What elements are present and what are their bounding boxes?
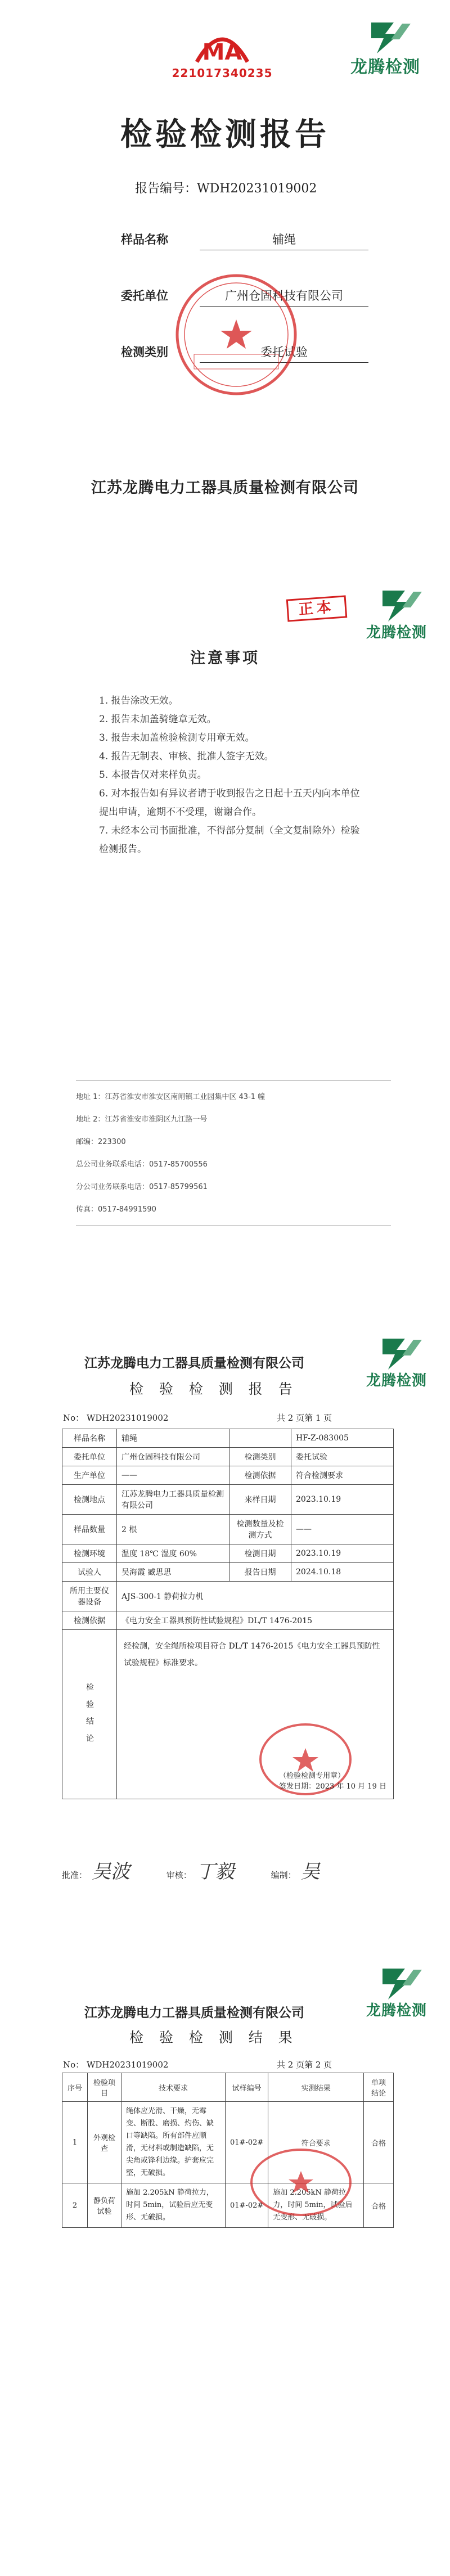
cell-value: 委托试验 <box>291 1448 394 1466</box>
longpeng-logo <box>343 585 450 647</box>
conclusion-text: 经检测，安全绳所检项目符合 DL/T 1476-2015《电力安全工器具预防性试验规程》标准要求。 <box>124 1642 380 1668</box>
cell-label: 委托单位 <box>62 1448 117 1466</box>
note-item: 5. 本报告仅对来样负责。 <box>99 769 207 781</box>
cell-value: —— <box>117 1466 230 1485</box>
cell-sample-id: 01#-02# <box>226 2183 268 2228</box>
cover-field-label: 检测类别 <box>121 345 168 359</box>
cell-value: 2024.10.18 <box>291 1563 394 1582</box>
notes-list <box>99 692 380 859</box>
col-header: 检验项目 <box>88 2073 122 2102</box>
inspection-seal <box>248 2146 354 2219</box>
results-title: 检 验 检 测 结 果 <box>129 2029 298 2046</box>
cell-value: HF-Z-083005 <box>291 1429 394 1448</box>
cell-value: 广州仓固科技有限公司 <box>117 1448 230 1466</box>
note-item: 6. 对本报告如有异议者请于收到报告之日起十五天内向本单位 <box>99 788 360 799</box>
header-company: 江苏龙腾电力工器具质量检测有限公司 <box>84 1356 304 1371</box>
col-header: 试样编号 <box>226 2073 268 2102</box>
page-gap <box>0 1924 450 1940</box>
cell-value: 2 根 <box>117 1515 230 1544</box>
brand-name: 龙腾检测 <box>366 1372 427 1389</box>
table-row <box>62 1582 394 1611</box>
notes-page <box>0 579 450 1305</box>
col-header: 序号 <box>62 2073 88 2102</box>
cell-label: 所用主要仪器设备 <box>62 1582 117 1611</box>
cell-value: —— <box>291 1515 394 1544</box>
page-number: 共 2 页第 1 页 <box>277 1413 332 1423</box>
notice-title: 注意事项 <box>190 650 260 667</box>
col-header: 技术要求 <box>122 2073 226 2102</box>
longpeng-logo <box>332 17 439 79</box>
longpeng-logo <box>343 1963 450 2025</box>
report-number-line <box>63 2059 168 2070</box>
cell-item: 外观检查 <box>88 2102 122 2183</box>
results-page <box>0 1940 450 2576</box>
conclusion-cell <box>117 1630 394 1799</box>
brand-name: 龙腾检测 <box>350 57 420 77</box>
cell-conclusion: 合格 <box>364 2102 394 2183</box>
col-header: 实测结果 <box>268 2073 364 2102</box>
signature-line <box>62 1856 399 1884</box>
cell-requirement: 绳体应光滑、干燥，无霉变、断股、磨损、灼伤、缺口等缺陷。所有部件应顺滑，无材料或制造缺陷，无尖角或锋利边缘。护套应完整，无破损。 <box>122 2102 226 2183</box>
contact-line: 总公司业务联系电话：0517-85700556 <box>76 1160 208 1169</box>
cell-label: 检测数量及检测方式 <box>230 1515 291 1544</box>
cell-value: 《电力安全工器具预防性试验规程》DL/T 1476-2015 <box>117 1611 394 1630</box>
report-number-line <box>63 1412 168 1424</box>
svg-text:MA: MA <box>202 39 242 65</box>
longpeng-logo <box>343 1333 450 1395</box>
cell-label: 检测依据 <box>62 1611 117 1630</box>
cell-label: 检测依据 <box>230 1466 291 1485</box>
issue-date: 2023 年 10 月 19 日 <box>316 1782 386 1791</box>
prepare-label: 编制： <box>271 1870 296 1880</box>
cell-no: 2 <box>62 2183 88 2228</box>
report-subtitle: 检 验 检 测 报 告 <box>129 1381 298 1397</box>
brand-name: 龙腾检测 <box>366 624 427 641</box>
seal-caption: （检验检测专用章） <box>279 1772 345 1780</box>
cell-conclusion: 合格 <box>364 2183 394 2228</box>
contact-line: 邮编：223300 <box>76 1138 126 1146</box>
company-seal <box>172 270 301 399</box>
cell-label: 检测日期 <box>230 1544 291 1563</box>
note-item: 检测报告。 <box>99 844 147 855</box>
issue-label: 签发日期： <box>279 1782 316 1791</box>
cell-label <box>230 1429 291 1448</box>
cell-result: 施加 2.205kN 静荷拉力，时间 5min，试验后无变形、无破损。 <box>268 2183 364 2228</box>
contact-line: 分公司业务联系电话：0517-85799561 <box>76 1183 208 1191</box>
table-row <box>62 1515 394 1544</box>
cover-field-label: 样品名称 <box>121 233 168 246</box>
issue-date-line <box>279 1780 386 1791</box>
cell-value: 吴海霞 臧思思 <box>117 1563 230 1582</box>
cell-result: 符合要求 <box>268 2102 364 2183</box>
cover-field-value: 辅绳 <box>200 231 368 250</box>
page-gap <box>0 1305 450 1322</box>
table-row <box>62 1466 394 1485</box>
approve-signature: 吴波 <box>92 1861 130 1883</box>
cell-label: 检测地点 <box>62 1485 117 1515</box>
table-row <box>62 1448 394 1466</box>
table-row <box>62 1485 394 1515</box>
cell-label: 检测环境 <box>62 1544 117 1563</box>
table-row <box>62 1429 394 1448</box>
cell-value: 温度 18℃ 湿度 60% <box>117 1544 230 1563</box>
prepare-signature: 吴 <box>300 1861 320 1883</box>
approve-label: 批准： <box>62 1870 88 1880</box>
contact-info <box>76 1080 391 1226</box>
original-stamp: 正本 <box>286 595 348 622</box>
cell-label: 报告日期 <box>230 1563 291 1582</box>
cell-label: 检测类别 <box>230 1448 291 1466</box>
issue-date-block <box>279 1769 386 1791</box>
page-number: 共 2 页第 2 页 <box>277 2060 332 2070</box>
report-number-label: 报告编号： <box>135 182 197 196</box>
cell-value: 符合检测要求 <box>291 1466 394 1485</box>
note-item: 3. 报告未加盖检验检测专用章无效。 <box>99 732 255 744</box>
table-header-row <box>62 2073 394 2102</box>
note-item: 2. 报告未加盖骑缝章无效。 <box>99 714 217 725</box>
report-number: WDH20231019002 <box>86 2060 169 2070</box>
note-item: 1. 报告涂改无效。 <box>99 695 178 706</box>
table-row <box>62 1630 394 1799</box>
report-number: WDH20231019002 <box>86 1413 169 1423</box>
cell-label: 试验人 <box>62 1563 117 1582</box>
col-header: 单项结论 <box>364 2073 394 2102</box>
table-row <box>62 1563 394 1582</box>
note-item: 提出申请，逾期不不受理，谢谢合作。 <box>99 807 262 818</box>
cell-requirement: 施加 2.205kN 静荷拉力，时间 5min，试验后应无变形、无破损。 <box>122 2183 226 2228</box>
cell-value: 辅绳 <box>117 1429 230 1448</box>
cover-page <box>0 0 450 562</box>
cover-field-label: 委托单位 <box>121 289 168 303</box>
cell-label: 样品名称 <box>62 1429 117 1448</box>
cell-value: 2023.10.19 <box>291 1544 394 1563</box>
cma-number: 221017340235 <box>172 66 273 80</box>
cover-field-value: 委托试验 <box>200 343 368 363</box>
audit-label: 审核： <box>166 1870 192 1880</box>
cell-label: 生产单位 <box>62 1466 117 1485</box>
audit-signature: 丁毅 <box>196 1861 235 1883</box>
contact-line: 传真：0517-84991590 <box>76 1205 156 1214</box>
cell-item: 静负荷试验 <box>88 2183 122 2228</box>
no-label: No： <box>63 2060 84 2070</box>
cell-value: AJS-300-1 静荷拉力机 <box>117 1582 394 1611</box>
cell-label: 样品数量 <box>62 1515 117 1544</box>
report-info-table <box>62 1429 394 1799</box>
report-number-line <box>135 179 317 196</box>
cell-value: 江苏龙腾电力工器具质量检测有限公司 <box>117 1485 230 1515</box>
brand-name: 龙腾检测 <box>366 2002 427 2019</box>
no-label: No： <box>63 1413 84 1423</box>
cell-value: 2023.10.19 <box>291 1485 394 1515</box>
contact-line: 地址 1：江苏省淮安市淮安区南闸镇工业园集中区 43-1 幢 <box>76 1093 266 1101</box>
page-gap <box>0 562 450 579</box>
cell-no: 1 <box>62 2102 88 2183</box>
report-page <box>0 1322 450 1924</box>
contact-line: 地址 2：江苏省淮安市淮阴区九江路一号 <box>76 1115 208 1124</box>
note-item: 4. 报告无制表、审核、批准人签字无效。 <box>99 751 274 762</box>
table-row <box>62 1544 394 1563</box>
cover-company-name: 江苏龙腾电力工器具质量检测有限公司 <box>91 479 359 497</box>
report-title: 检验检测报告 <box>120 116 330 153</box>
note-item: 7. 未经本公司书面批准，不得部分复制（全文复制除外）检验 <box>99 825 360 836</box>
report-number: WDH20231019002 <box>197 182 317 196</box>
header-company: 江苏龙腾电力工器具质量检测有限公司 <box>84 2006 304 2020</box>
cell-label: 检 验 结 论 <box>62 1630 117 1799</box>
cover-field-value: 广州仓固科技有限公司 <box>200 287 368 307</box>
table-row <box>62 1611 394 1630</box>
cell-sample-id: 01#-02# <box>226 2102 268 2183</box>
conclusion-box <box>117 1630 393 1799</box>
cell-label: 来样日期 <box>230 1485 291 1515</box>
